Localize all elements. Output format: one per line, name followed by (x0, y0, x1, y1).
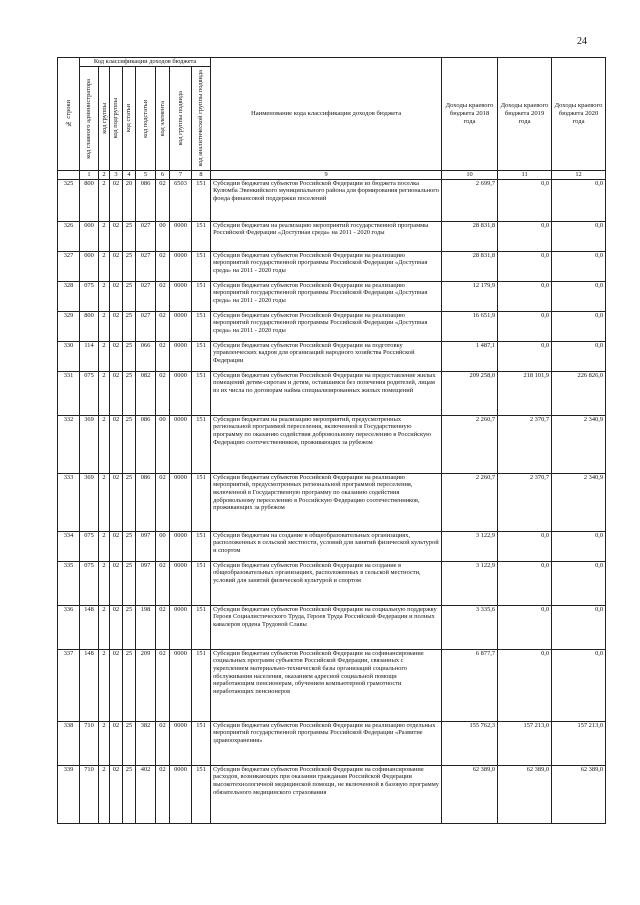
article-code-cell: 25 (123, 531, 136, 561)
column-number: 12 (552, 171, 606, 180)
subarticle-code-cell: 382 (136, 721, 156, 765)
element-code-cell: 02 (156, 605, 170, 649)
revenue-name-cell: Субсидии бюджетам субъектов Российской Федерации на реализацию мероприятий, предусмотренных региональной программой переселения, включенной в Государственную программу по оказанию содействия добровольному переселению в Российскую Федерацию соотечественников, проживающих за рубежом (211, 473, 442, 531)
admin-code-cell: 148 (80, 649, 99, 721)
article-code-cell: 25 (123, 281, 136, 311)
analytic-group-code-cell: 151 (192, 251, 211, 281)
admin-code-cell: 369 (80, 473, 99, 531)
row-number-cell: 337 (58, 649, 80, 721)
subgroup-code-cell: 02 (110, 473, 123, 531)
table-row (58, 765, 606, 823)
subtype-group-code-cell: 0000 (170, 371, 192, 415)
revenue-2018-cell: 3 122,9 (442, 531, 498, 561)
name-header: Наименование кода классификации доходов бюджета (211, 58, 442, 171)
element-code-cell: 02 (156, 561, 170, 605)
column-number: 11 (498, 171, 552, 180)
group-code-cell: 2 (99, 311, 110, 341)
analytic-group-code-cell: 151 (192, 765, 211, 823)
element-code-cell: 02 (156, 311, 170, 341)
article-code-cell: 25 (123, 341, 136, 371)
revenue-2019-cell: 62 389,0 (498, 765, 552, 823)
revenue-2019-cell: 0,0 (498, 649, 552, 721)
article-code-cell: 25 (123, 415, 136, 473)
row-number-header (58, 58, 80, 171)
row-number-cell: 332 (58, 415, 80, 473)
group-code-cell: 2 (99, 531, 110, 561)
table-row (58, 179, 606, 221)
analytic-group-code-cell: 151 (192, 341, 211, 371)
subarticle-code-cell: 027 (136, 221, 156, 251)
subarticle-code-cell: 027 (136, 251, 156, 281)
group-code-cell: 2 (99, 221, 110, 251)
revenue-2020-cell: 2 340,9 (552, 473, 606, 531)
admin-code-cell: 000 (80, 251, 99, 281)
revenue-2018-cell: 12 179,9 (442, 281, 498, 311)
revenue-name-cell: Субсидии бюджетам на реализацию мероприятий государственной программы Российской Федерации «Доступная среда» на 2011 - 2020 годы (211, 221, 442, 251)
analytic-group-code-cell: 151 (192, 415, 211, 473)
column-number (58, 171, 80, 180)
table-row (58, 341, 606, 371)
revenue-2019-cell: 2 370,7 (498, 415, 552, 473)
table-row (58, 649, 606, 721)
revenue-name-cell: Субсидии бюджетам субъектов Российской Федерации на создание в общеобразовательных организациях, расположенных в сельской местности, условий для занятий физической культурой и спортом (211, 561, 442, 605)
article-code-header: код статьи (123, 67, 136, 171)
row-number-cell: 328 (58, 281, 80, 311)
subgroup-code-cell: 02 (110, 415, 123, 473)
subtype-group-code-cell: 0000 (170, 311, 192, 341)
subgroup-code-cell: 02 (110, 531, 123, 561)
revenue-2020-header: Доходы краевого бюджета 2020 года (552, 58, 606, 171)
revenue-2018-cell: 28 831,8 (442, 251, 498, 281)
element-code-cell: 02 (156, 251, 170, 281)
row-number-cell: 336 (58, 605, 80, 649)
row-number-cell: 325 (58, 179, 80, 221)
article-code-cell: 25 (123, 311, 136, 341)
table-row (58, 311, 606, 341)
subgroup-code-cell: 02 (110, 721, 123, 765)
analytic-group-code-cell: 151 (192, 721, 211, 765)
revenue-2018-cell: 28 831,8 (442, 221, 498, 251)
revenue-name-cell: Субсидии бюджетам субъектов Российской Федерации из бюджета поселка Кулюмба Эвенкийского муниципального района для формирования регионального фонда финансовой поддержки поселений (211, 179, 442, 221)
subarticle-code-cell: 402 (136, 765, 156, 823)
admin-code-cell: 075 (80, 281, 99, 311)
revenue-2019-cell: 218 101,9 (498, 371, 552, 415)
revenue-2019-cell: 0,0 (498, 281, 552, 311)
revenue-2018-cell: 2 260,7 (442, 415, 498, 473)
element-code-cell: 00 (156, 221, 170, 251)
admin-code-cell: 710 (80, 765, 99, 823)
analytic-group-code-cell: 151 (192, 371, 211, 415)
revenue-name-cell: Субсидии бюджетам на реализацию мероприятий, предусмотренных региональной программой переселения, включенной в Государственную программу по оказанию содействия добровольному переселению в Российскую Федерацию соотечественников, проживающих за рубежом (211, 415, 442, 473)
element-code-header: код элемента (156, 67, 170, 171)
revenue-2018-cell: 16 651,9 (442, 311, 498, 341)
revenue-name-cell: Субсидии бюджетам субъектов Российской Федерации на софинансирование социальных программ субъектов Российской Федерации, связанных с укреплением материально-технической базы организаций социального обслуживания населения, оказанием адресной социальной помощи неработающим пенсионерам, обучением компьютерной грамотности неработающих пенсионеров (211, 649, 442, 721)
analytic-group-code-cell: 151 (192, 311, 211, 341)
subtype-group-code-header: код группы подвида (170, 67, 192, 171)
revenue-2020-cell: 0,0 (552, 221, 606, 251)
revenue-name-cell: Субсидии бюджетам субъектов Российской Федерации на подготовку управленческих кадров для организаций народного хозяйства Российской Федерации (211, 341, 442, 371)
subgroup-code-cell: 02 (110, 605, 123, 649)
subgroup-code-header: код подгруппы (110, 67, 123, 171)
revenue-2019-cell: 157 213,0 (498, 721, 552, 765)
subtype-group-code-cell: 0000 (170, 605, 192, 649)
revenue-2020-cell: 0,0 (552, 311, 606, 341)
revenue-2018-cell: 155 762,3 (442, 721, 498, 765)
row-number-cell: 333 (58, 473, 80, 531)
subtype-group-code-cell: 0000 (170, 251, 192, 281)
table-row (58, 721, 606, 765)
revenue-name-cell: Субсидии бюджетам субъектов Российской Федерации на предоставление жилых помещений детям-сиротам и детям, оставшимся без попечения родителей, лицам из их числа по договорам найма специализированных жилых помещений (211, 371, 442, 415)
row-number-cell: 326 (58, 221, 80, 251)
revenue-2018-cell: 2 699,7 (442, 179, 498, 221)
revenue-2019-cell: 2 370,7 (498, 473, 552, 531)
table-body (58, 179, 606, 823)
group-code-cell: 2 (99, 415, 110, 473)
group-code-cell: 2 (99, 179, 110, 221)
revenue-2020-cell: 157 213,0 (552, 721, 606, 765)
subgroup-code-cell: 02 (110, 251, 123, 281)
subtype-group-code-cell: 0000 (170, 765, 192, 823)
revenue-name-cell: Субсидии бюджетам субъектов Российской Федерации на софинансирование расходов, возникающих при оказании гражданам Российской Федерации высокотехнологичной медицинской помощи, не включенной в базовую программу обязательного медицинского страхования (211, 765, 442, 823)
article-code-cell: 25 (123, 561, 136, 605)
subgroup-code-cell: 02 (110, 561, 123, 605)
column-number: 3 (110, 171, 123, 180)
table-row (58, 531, 606, 561)
subgroup-code-cell: 02 (110, 281, 123, 311)
subgroup-code-cell: 02 (110, 179, 123, 221)
table-row (58, 561, 606, 605)
subarticle-code-cell: 097 (136, 531, 156, 561)
revenue-2019-cell: 0,0 (498, 179, 552, 221)
group-code-cell: 2 (99, 649, 110, 721)
analytic-group-code-cell: 151 (192, 281, 211, 311)
column-number: 8 (192, 171, 211, 180)
article-code-cell: 25 (123, 721, 136, 765)
column-number: 2 (99, 171, 110, 180)
element-code-cell: 00 (156, 531, 170, 561)
subarticle-code-cell: 097 (136, 561, 156, 605)
column-number: 9 (211, 171, 442, 180)
element-code-cell: 02 (156, 371, 170, 415)
subarticle-code-cell: 027 (136, 311, 156, 341)
revenue-2018-cell: 3 335,6 (442, 605, 498, 649)
revenue-name-cell: Субсидии бюджетам субъектов Российской Федерации на реализацию мероприятий государственной программы Российской Федерации «Доступная среда» на 2011 - 2020 годы (211, 251, 442, 281)
row-number-cell: 330 (58, 341, 80, 371)
revenue-2019-cell: 0,0 (498, 311, 552, 341)
group-code-cell: 2 (99, 251, 110, 281)
subtype-group-code-cell: 0000 (170, 649, 192, 721)
article-code-cell: 25 (123, 473, 136, 531)
admin-code-cell: 710 (80, 721, 99, 765)
analytic-group-code-cell: 151 (192, 649, 211, 721)
table-row (58, 473, 606, 531)
column-number: 5 (136, 171, 156, 180)
revenue-2020-cell: 0,0 (552, 561, 606, 605)
revenue-2019-cell: 0,0 (498, 251, 552, 281)
revenue-2019-cell: 0,0 (498, 561, 552, 605)
revenue-name-cell: Субсидии бюджетам субъектов Российской Федерации на социальную поддержку Героев Социалистического Труда, Героев Труда Российской Федерации и полных кавалеров ордена Трудовой Славы (211, 605, 442, 649)
subgroup-code-cell: 02 (110, 649, 123, 721)
revenue-2018-cell: 2 260,7 (442, 473, 498, 531)
revenue-2018-cell: 3 122,9 (442, 561, 498, 605)
revenue-name-cell: Субсидии бюджетам субъектов Российской Федерации на реализацию мероприятий государственной программы Российской Федерации «Доступная среда» на 2011 - 2020 годы (211, 311, 442, 341)
column-number: 10 (442, 171, 498, 180)
row-number-cell: 335 (58, 561, 80, 605)
column-number: 4 (123, 171, 136, 180)
admin-code-cell: 075 (80, 561, 99, 605)
table-row (58, 415, 606, 473)
article-code-cell: 25 (123, 765, 136, 823)
revenue-2020-cell: 0,0 (552, 281, 606, 311)
group-code-cell: 2 (99, 765, 110, 823)
table-row (58, 281, 606, 311)
subtype-group-code-cell: 0000 (170, 341, 192, 371)
subarticle-code-cell: 209 (136, 649, 156, 721)
element-code-cell: 02 (156, 179, 170, 221)
analytic-group-code-cell: 151 (192, 179, 211, 221)
revenue-2020-cell: 2 340,9 (552, 415, 606, 473)
table-row (58, 605, 606, 649)
group-code-cell: 2 (99, 473, 110, 531)
subtype-group-code-cell: 0000 (170, 561, 192, 605)
subarticle-code-cell: 086 (136, 473, 156, 531)
revenue-2019-header: Доходы краевого бюджета 2019 года (498, 58, 552, 171)
article-code-cell: 25 (123, 371, 136, 415)
article-code-cell: 20 (123, 179, 136, 221)
table-row (58, 371, 606, 415)
group-code-cell: 2 (99, 371, 110, 415)
analytic-group-code-cell: 151 (192, 605, 211, 649)
subtype-group-code-cell: 0000 (170, 721, 192, 765)
revenue-2020-cell: 0,0 (552, 649, 606, 721)
column-number: 1 (80, 171, 99, 180)
analytic-group-code-header: код аналитической группы подвида (192, 67, 211, 171)
revenue-2020-cell: 0,0 (552, 251, 606, 281)
element-code-cell: 02 (156, 473, 170, 531)
revenue-name-cell: Субсидии бюджетам субъектов Российской Федерации на реализацию мероприятий государственной программы Российской Федерации «Доступная среда» на 2011 - 2020 годы (211, 281, 442, 311)
revenue-2018-cell: 6 877,7 (442, 649, 498, 721)
admin-code-cell: 800 (80, 179, 99, 221)
admin-code-cell: 075 (80, 531, 99, 561)
subtype-group-code-cell: 6503 (170, 179, 192, 221)
subgroup-code-cell: 02 (110, 221, 123, 251)
header-row-top (58, 58, 606, 67)
revenue-2020-cell: 0,0 (552, 179, 606, 221)
element-code-cell: 02 (156, 765, 170, 823)
revenue-2020-cell: 0,0 (552, 531, 606, 561)
element-code-cell: 02 (156, 341, 170, 371)
analytic-group-code-cell: 151 (192, 561, 211, 605)
revenue-2019-cell: 0,0 (498, 605, 552, 649)
article-code-cell: 25 (123, 605, 136, 649)
subgroup-code-cell: 02 (110, 341, 123, 371)
group-code-cell: 2 (99, 561, 110, 605)
admin-code-cell: 800 (80, 311, 99, 341)
analytic-group-code-cell: 151 (192, 221, 211, 251)
admin-code-cell: 148 (80, 605, 99, 649)
row-number-cell: 334 (58, 531, 80, 561)
subtype-group-code-cell: 0000 (170, 415, 192, 473)
revenue-2020-cell: 0,0 (552, 605, 606, 649)
subarticle-code-cell: 086 (136, 179, 156, 221)
element-code-cell: 02 (156, 649, 170, 721)
subgroup-code-cell: 02 (110, 311, 123, 341)
subarticle-code-cell: 066 (136, 341, 156, 371)
subarticle-code-cell: 086 (136, 415, 156, 473)
group-code-cell: 2 (99, 281, 110, 311)
table-row (58, 221, 606, 251)
table-row (58, 251, 606, 281)
page-number: 24 (577, 36, 587, 47)
subtype-group-code-cell: 0000 (170, 531, 192, 561)
row-number-header-label: № строки (64, 100, 72, 128)
admin-code-cell: 000 (80, 221, 99, 251)
subarticle-code-cell: 082 (136, 371, 156, 415)
article-code-cell: 25 (123, 251, 136, 281)
subarticle-code-cell: 027 (136, 281, 156, 311)
column-number: 7 (170, 171, 192, 180)
group-code-cell: 2 (99, 605, 110, 649)
element-code-cell: 02 (156, 281, 170, 311)
row-number-cell: 327 (58, 251, 80, 281)
row-number-cell: 329 (58, 311, 80, 341)
revenue-2019-cell: 0,0 (498, 221, 552, 251)
article-code-cell: 25 (123, 221, 136, 251)
analytic-group-code-cell: 151 (192, 531, 211, 561)
revenue-2018-cell: 1 487,1 (442, 341, 498, 371)
revenue-2018-header: Доходы краевого бюджета 2018 года (442, 58, 498, 171)
revenue-name-cell: Субсидии бюджетам на создание в общеобразовательных организациях, расположенных в сельской местности, условий для занятий физической культурой и спортом (211, 531, 442, 561)
row-number-cell: 338 (58, 721, 80, 765)
classification-group-header: Код классификации доходов бюджета (80, 58, 211, 67)
group-code-header: код группы (99, 67, 110, 171)
revenue-2020-cell: 226 826,0 (552, 371, 606, 415)
subarticle-code-header: код подстатьи (136, 67, 156, 171)
subgroup-code-cell: 02 (110, 371, 123, 415)
revenue-2018-cell: 209 258,0 (442, 371, 498, 415)
admin-code-header: код главного администратора (80, 67, 99, 171)
element-code-cell: 02 (156, 721, 170, 765)
revenue-2018-cell: 62 389,0 (442, 765, 498, 823)
admin-code-cell: 369 (80, 415, 99, 473)
row-number-cell: 339 (58, 765, 80, 823)
revenue-2019-cell: 0,0 (498, 341, 552, 371)
column-number-row (58, 171, 606, 180)
budget-revenue-table (57, 57, 606, 824)
revenue-2019-cell: 0,0 (498, 531, 552, 561)
analytic-group-code-cell: 151 (192, 473, 211, 531)
article-code-cell: 25 (123, 649, 136, 721)
row-number-cell: 331 (58, 371, 80, 415)
revenue-2020-cell: 62 389,0 (552, 765, 606, 823)
column-number: 6 (156, 171, 170, 180)
group-code-cell: 2 (99, 341, 110, 371)
revenue-name-cell: Субсидии бюджетам субъектов Российской Федерации на реализацию отдельных мероприятий государственной программы Российской Федерации «Развитие здравоохранения» (211, 721, 442, 765)
subarticle-code-cell: 198 (136, 605, 156, 649)
revenue-2020-cell: 0,0 (552, 341, 606, 371)
subtype-group-code-cell: 0000 (170, 221, 192, 251)
subtype-group-code-cell: 0000 (170, 281, 192, 311)
subtype-group-code-cell: 0000 (170, 473, 192, 531)
group-code-cell: 2 (99, 721, 110, 765)
admin-code-cell: 075 (80, 371, 99, 415)
element-code-cell: 00 (156, 415, 170, 473)
admin-code-cell: 114 (80, 341, 99, 371)
subgroup-code-cell: 02 (110, 765, 123, 823)
